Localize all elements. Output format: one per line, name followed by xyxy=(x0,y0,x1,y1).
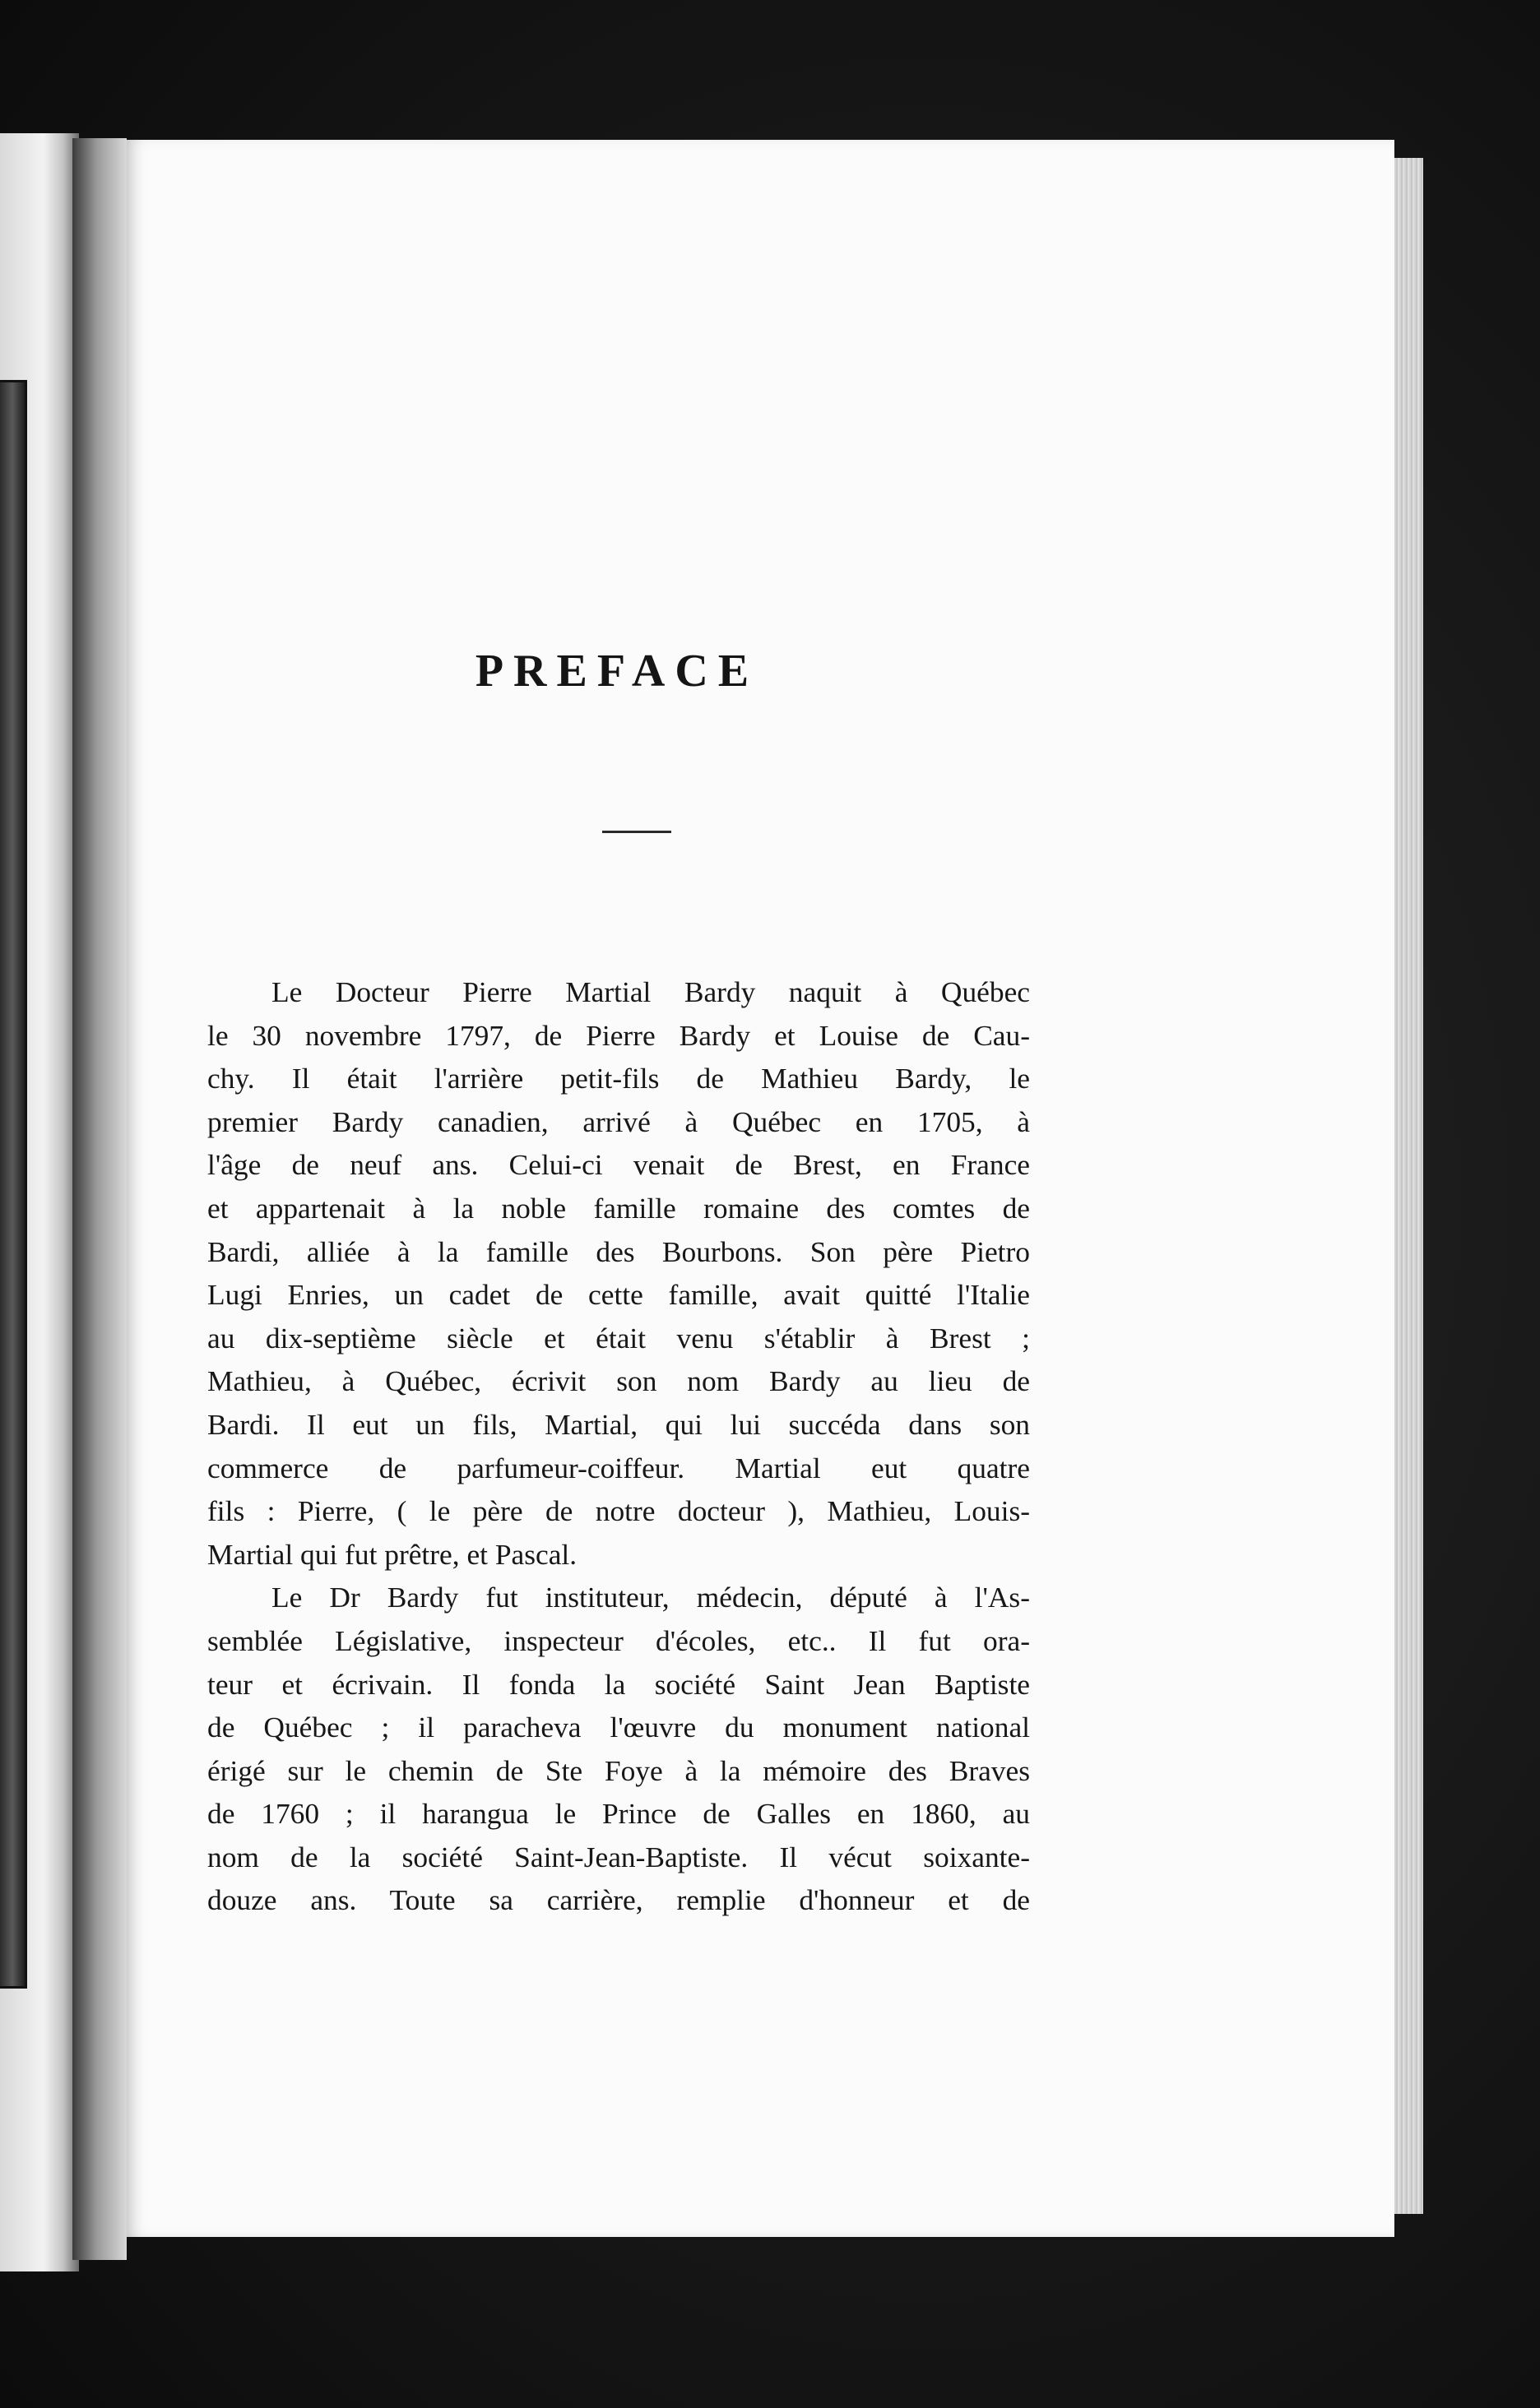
text-line: Le Dr Bardy fut instituteur, médecin, député à l'As- xyxy=(271,1581,1030,1614)
text-line: semblée Législative, inspecteur d'écoles, etc.. Il fut ora- xyxy=(207,1623,1030,1657)
text-line: fils : Pierre, ( le père de notre docteur ), Mathieu, Louis- xyxy=(207,1494,1030,1528)
text-line: commerce de parfumeur-coiffeur. Martial eut quatre xyxy=(207,1451,1030,1484)
text-line: nom de la société Saint-Jean-Baptiste. Il vécut soixante- xyxy=(207,1840,1030,1873)
text-line: Martial qui fut prêtre, et Pascal. xyxy=(207,1537,578,1571)
text-line: Bardi. Il eut un fils, Martial, qui lui succéda dans son xyxy=(207,1407,1030,1441)
title-divider xyxy=(602,831,671,833)
text-line: le 30 novembre 1797, de Pierre Bardy et Louise de Cau- xyxy=(207,1018,1030,1052)
page-title: PREFACE xyxy=(475,646,759,697)
text-line: érigé sur le chemin de Ste Foye à la mémoire des Braves xyxy=(207,1753,1030,1787)
text-line: l'âge de neuf ans. Celui-ci venait de Brest, en France xyxy=(207,1148,1030,1182)
paragraph-2 xyxy=(207,1576,1030,1922)
page-stack-edges xyxy=(1390,158,1423,2214)
text-line: au dix-septième siècle et était venu s'établir à Brest ; xyxy=(207,1321,1030,1354)
text-line: douze ans. Toute sa carrière, remplie d'honneur et de xyxy=(207,1883,1030,1917)
text-line: Le Docteur Pierre Martial Bardy naquit à Québec xyxy=(271,975,1030,1008)
text-line: de Québec ; il paracheva l'œuvre du monument national xyxy=(207,1711,1030,1744)
text-line: teur et écrivain. Il fonda la société Saint Jean Baptiste xyxy=(207,1667,1030,1701)
text-line: de 1760 ; il harangua le Prince de Galles en 1860, au xyxy=(207,1797,1030,1831)
preface-body xyxy=(207,970,1030,1922)
text-line: premier Bardy canadien, arrivé à Québec en 1705, à xyxy=(207,1104,1030,1138)
paragraph-1 xyxy=(207,970,1030,1576)
gutter-shadow xyxy=(72,138,127,2260)
facing-page-plate xyxy=(0,380,27,1989)
text-line: Mathieu, à Québec, écrivit son nom Bardy au lieu de xyxy=(207,1364,1030,1398)
text-line: chy. Il était l'arrière petit-fils de Mathieu Bardy, le xyxy=(207,1062,1030,1095)
text-line: et appartenait à la noble famille romaine des comtes de xyxy=(207,1191,1030,1225)
text-line: Bardi, alliée à la famille des Bourbons. Son père Pietro xyxy=(207,1234,1030,1268)
text-line: Lugi Enries, un cadet de cette famille, avait quitté l'Italie xyxy=(207,1278,1030,1312)
